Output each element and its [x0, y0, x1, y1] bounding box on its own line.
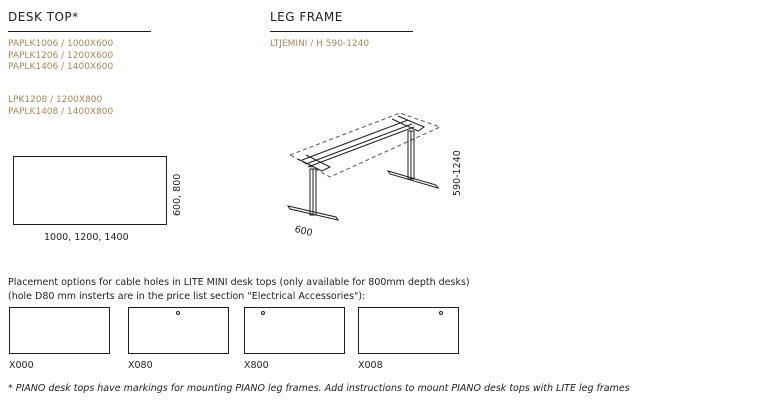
desk-top-code: PAPLK1408 / 1400X800 — [8, 106, 114, 117]
cable-hole-option-x080 — [128, 307, 229, 354]
desk-top-outline — [13, 156, 167, 225]
cable-hole-icon — [176, 311, 180, 315]
placement-note-line2: (hole D80 mm insterts are in the price list section "Electrical Accessories"): — [8, 291, 366, 302]
leg-frame-rule — [270, 31, 413, 32]
leg-frame-height-label: 590-1240 — [452, 150, 463, 196]
desk-top-width-label: 1000, 1200, 1400 — [44, 232, 129, 243]
leg-frame-heading: LEG FRAME — [270, 10, 343, 24]
cable-hole-icon — [439, 311, 443, 315]
leg-frame-drawing — [280, 105, 460, 240]
desk-top-codes-group2 — [8, 95, 113, 118]
cable-hole-option-x008 — [358, 307, 459, 354]
leg-frame-code: LTJEMINI / H 590-1240 — [270, 39, 370, 49]
placement-note-line1: Placement options for cable holes in LITE MINI desk tops (only available for 800mm depth desks) — [8, 277, 470, 288]
option-label-x800: X800 — [244, 360, 269, 371]
option-label-x000: X000 — [9, 360, 34, 371]
option-label-x080: X080 — [128, 360, 153, 371]
option-label-x008: X008 — [358, 360, 383, 371]
desk-top-codes-group1 — [8, 39, 113, 74]
desk-top-code: PAPLK1206 / 1200X600 — [8, 50, 114, 61]
desk-top-code: PAPLK1406 / 1400X600 — [8, 62, 114, 72]
leg-frame-depth-label: 600 — [293, 224, 314, 240]
desk-top-rule — [8, 31, 151, 32]
cable-hole-icon — [261, 311, 265, 315]
desk-top-heading: DESK TOP* — [8, 10, 79, 24]
desk-top-depth-label: 600, 800 — [172, 173, 183, 216]
footnote: * PIANO desk tops have markings for mounting PIANO leg frames. Add instructions to mount PIANO desk tops with LITE leg frames — [8, 383, 630, 394]
desk-top-code: LPK1208 / 1200X800 — [8, 95, 103, 105]
cable-hole-option-x800 — [244, 307, 345, 354]
desk-top-code: PAPLK1006 / 1000X600 — [8, 39, 114, 49]
cable-hole-option-x000 — [9, 307, 110, 354]
